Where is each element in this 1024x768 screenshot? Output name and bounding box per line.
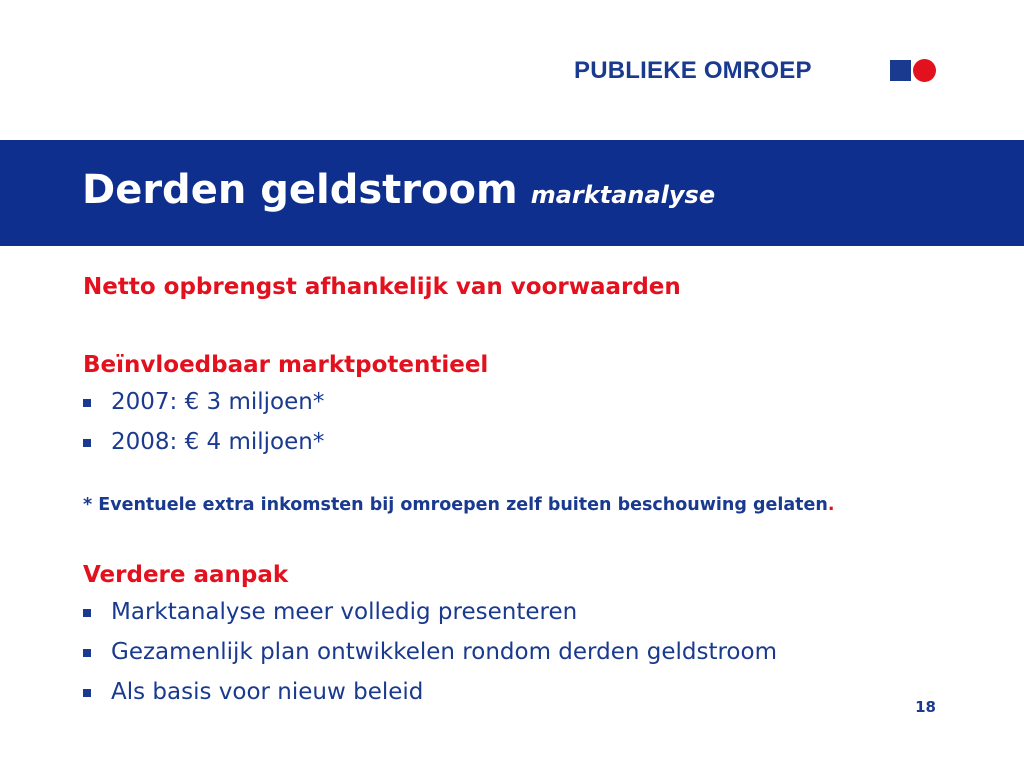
slide-title (82, 167, 715, 213)
logo-mark-icon (890, 59, 942, 83)
logo-circle-icon (913, 59, 936, 82)
list-item (83, 592, 983, 632)
list-item (83, 422, 983, 462)
page-number: 18 (915, 698, 936, 716)
logo-text: PUBLIEKE OMROEP (574, 57, 812, 84)
list-item-text: Gezamenlijk plan ontwikkelen rondom derden geldstroom (111, 639, 777, 665)
footnote (83, 492, 983, 518)
logo (574, 56, 812, 86)
bullet-square-icon (83, 399, 91, 407)
list-item-text: Als basis voor nieuw beleid (111, 679, 424, 705)
list-item-text: 2008: € 4 miljoen* (111, 429, 325, 455)
title-band (0, 140, 1024, 246)
bullet-square-icon (83, 649, 91, 657)
section-heading-marktpotentieel: Beïnvloedbaar marktpotentieel (83, 352, 489, 378)
title-subtitle: marktanalyse (530, 181, 716, 209)
list-item-text: Marktanalyse meer volledig presenteren (111, 599, 578, 625)
bullet-square-icon (83, 689, 91, 697)
section-heading-netto: Netto opbrengst afhankelijk van voorwaarden (83, 274, 681, 300)
slide-content (83, 270, 983, 712)
bullet-square-icon (83, 609, 91, 617)
section-heading-aanpak: Verdere aanpak (83, 562, 289, 588)
list-item (83, 632, 983, 672)
list-item (83, 672, 983, 712)
footnote-text: * Eventuele extra inkomsten bij omroepen zelf buiten beschouwing gelaten (83, 495, 828, 515)
list-item-text: 2007: € 3 miljoen* (111, 389, 325, 415)
footnote-end: . (827, 495, 835, 515)
list-item (83, 382, 983, 422)
bullet-square-icon (83, 439, 91, 447)
logo-square-icon (890, 60, 911, 81)
title-main: Derden geldstroom (82, 167, 518, 213)
